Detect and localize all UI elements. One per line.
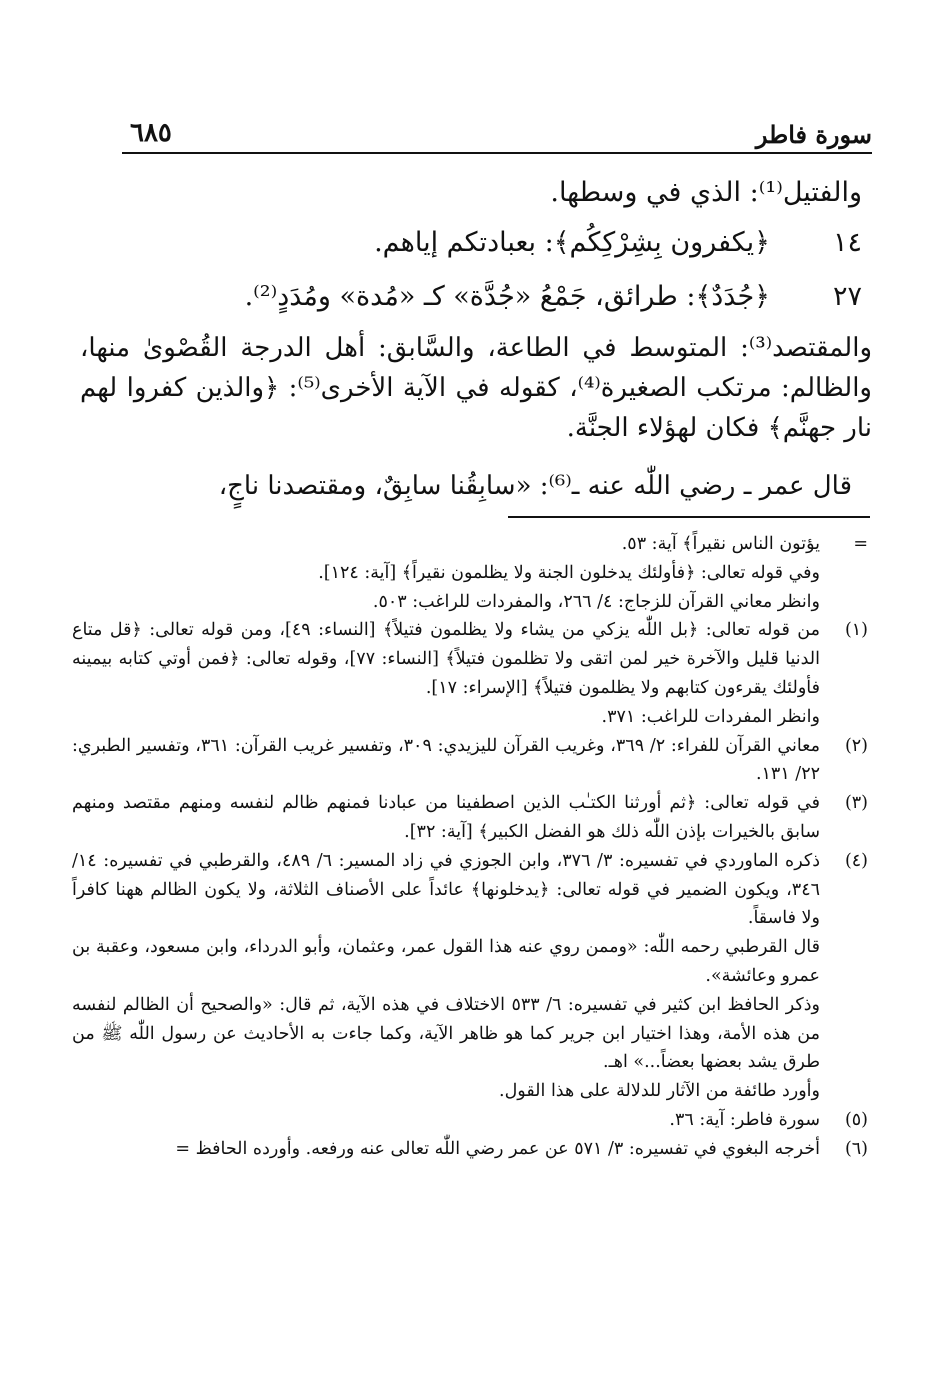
verse-gloss: ﴿يكفرون بِشِرْكِكُم﴾: بعبادتكم إياهم. <box>374 227 770 258</box>
footnotes <box>72 530 868 1164</box>
footnote-text: وأورد طائفة من الآثار للدلالة على هذا القول. <box>499 1081 820 1102</box>
footnote-line: وانظر معاني القرآن للزجاج: ٤/ ٢٦٦، والمفردات للراغب: ٥٠٣. <box>372 591 820 612</box>
verse-number: ٢٧ <box>832 281 862 312</box>
footnote-6 <box>72 1135 868 1164</box>
footnote-text: من قوله تعالى: ﴿بل اللّٰه يزكي من يشاء ولا يظلمون فتيلاً﴾ [النساء: ٤٩]، ومن قوله تعالى: ﴿قل متاع الدنيا قليل والآخرة خير لمن اتقى ولا تظلمون فتيلاً﴾ [النساء: ٧٧]، وقوله تعالى: ﴿فمن أوتي كتابه بيمينه فأولئك يقرءون كتابهم ولا يظلمون فتيلاً﴾ [الإسراء: ١٧]. <box>72 620 820 698</box>
footnote-2 <box>72 732 868 790</box>
main-text-line: والفتيل⁽¹⁾: الذي في وسطها. <box>550 177 862 208</box>
footnote-continuation <box>72 530 868 616</box>
footnote-text: قال القرطبي رحمه اللّٰه: «وممن روي عنه هذا القول عمر، وعثمان، وأبو الدرداء، وابن مسعود، وعقبة بن عمرو وعائشة». <box>72 937 820 986</box>
footnote-text: سورة فاطر: آية: ٣٦. <box>669 1109 820 1130</box>
footnote-mark: (٦) <box>844 1138 868 1159</box>
footnote-3 <box>72 789 868 847</box>
footnote-mark: = <box>853 534 868 554</box>
footnote-text: في قوله تعالى: ﴿ثم أورثنا الكتـٰب الذين اصطفينا من عبادنا فمنهم ظالم لنفسه ومنهم مقتصد ومنهم سابق بالخيرات بإذن اللّٰه ذلك هو الفضل الكبير﴾ [آية: ٣٢]. <box>72 793 820 842</box>
footnote-mark: (٢) <box>844 735 868 756</box>
footnote-line: يؤتون الناس نقيراً﴾ آية: ٥٣. <box>621 534 820 554</box>
footnote-text: ذكره الماوردي في تفسيره: ٣/ ٣٧٦، وابن الجوزي في زاد المسير: ٦/ ٤٨٩، والقرطبي في تفسيره: ١٤/ ٣٤٦، ويكون الضمير في قوله تعالى: ﴿يدخلونها﴾ عائداً على الأصناف الثلاثة، ولا يكون الظالم ههنا كافراً ولا فاسقاً. <box>72 850 821 929</box>
commentary-paragraph-2: قال عمر ـ رضي اللّٰه عنه ـ⁽⁶⁾: «سابِقُنا سابِقٌ، ومقتصدنا ناجٍ، <box>218 471 852 501</box>
footnote-text: وانظر المفردات للراغب: ٣٧١. <box>601 706 820 727</box>
footnote-separator <box>508 516 870 518</box>
footnote-mark: (٤) <box>844 850 868 871</box>
footnote-1 <box>72 616 868 731</box>
footnote-4 <box>72 847 868 1106</box>
footnote-text: أخرجه البغوي في تفسيره: ٣/ ٥٧١ عن عمر رضي اللّٰه تعالى عنه ورفعه. وأورده الحافظ = <box>175 1138 820 1159</box>
footnote-text: وذكر الحافظ ابن كثير في تفسيره: ٦/ ٥٣٣ الاختلاف في هذه الآية، ثم قال: «والصحيح أن الظالم لنفسه من هذه الأمة، وهذا اختيار ابن جرير كما هو ظاهر الآية، وكما جاءت به الأحاديث عن رسول اللّٰه ﷺ من طرق يشد بعضها بعضاً...» اهـ. <box>72 994 820 1073</box>
page-number: ٦٨٥ <box>130 118 172 148</box>
footnote-mark: (١) <box>844 620 868 641</box>
footnote-text: معاني القرآن للفراء: ٢/ ٣٦٩، وغريب القرآن لليزيدي: ٣٠٩، وتفسير غريب القرآن: ٣٦١، وتفسير الطبري: ٢٢/ ١٣١. <box>72 735 820 785</box>
verse-gloss: ﴿جُدَدٌ﴾: طرائق، جَمْعُ «جُدَّة» كـ «مُدة» ومُدَدٍ⁽²⁾. <box>244 281 770 312</box>
commentary-paragraph: والمقتصد⁽³⁾: المتوسط في الطاعة، والسَّابق: أهل الدرجة القُصْوىٰ منها، والظالم: مرتكب الصغيرة⁽⁴⁾، كقوله في الآية الأخرى⁽⁵⁾: ﴿والذين كفروا لهم نار جهنَّم﴾ فكان لهؤلاء الجنَّة. <box>80 333 872 443</box>
footnote-5 <box>72 1106 868 1135</box>
running-header <box>122 118 872 152</box>
footnote-mark: (٥) <box>844 1109 868 1130</box>
verse-number: ١٤ <box>832 227 862 258</box>
footnote-mark: (٣) <box>844 793 868 814</box>
surah-title: سورة فاطر <box>755 120 872 149</box>
header-rule <box>122 152 872 154</box>
footnote-line: وفي قوله تعالى: ﴿فأولئك يدخلون الجنة ولا يظلمون نقيراً﴾ [آية: ١٢٤]. <box>318 562 820 583</box>
